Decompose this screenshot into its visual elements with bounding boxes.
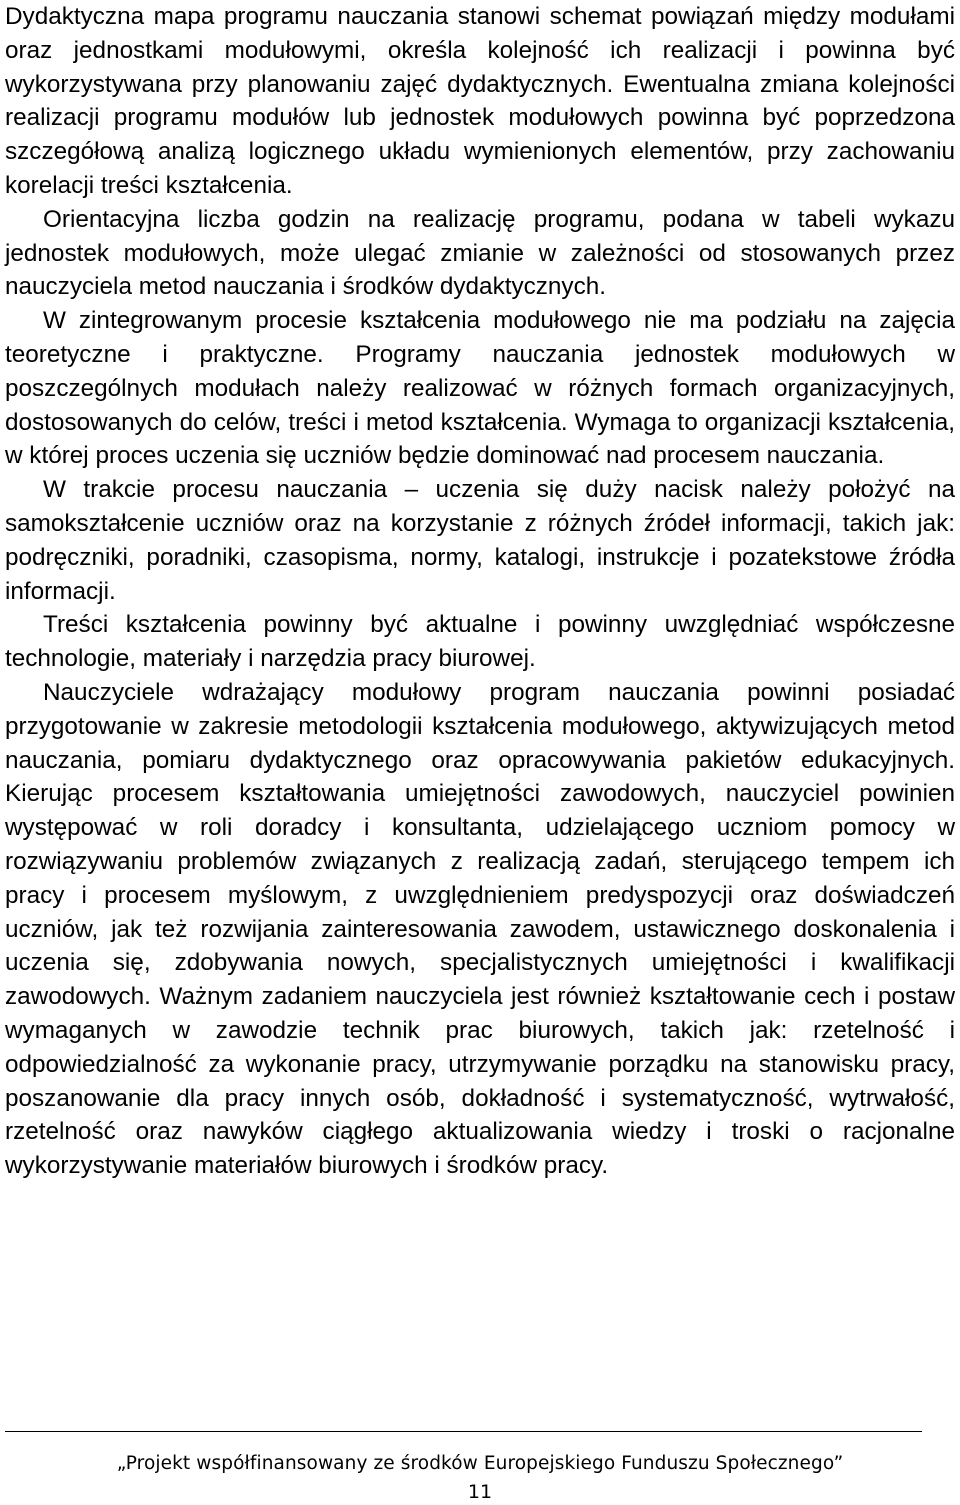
paragraph-mapa-programu: Dydaktyczna mapa programu nauczania stanowi schemat powiązań między modułami oraz jednostkami modułowymi, określa kolejność ich realizacji i powinna być wykorzystywana przy planowaniu zajęć dydaktycznych. Ewentualna zmiana kolejności realizacji programu modułów lub jednostek modułowych powinna być poprzedzona szczegółową analizą logicznego układu wymienionych elementów, przy zachowaniu korelacji treści kształcenia.	[5, 3, 955, 199]
paragraph-nauczyciele: Nauczyciele wdrażający modułowy program nauczania powinni posiadać przygotowanie w zakresie metodologii kształcenia modułowego, aktywizujących metod nauczania, pomiaru dydaktycznego oraz opracowywania pakietów edukacyjnych. Kierując procesem kształtowania umiejętności zawodowych, nauczyciel powinien występować w roli doradcy i konsultanta, udzielającego uczniom pomocy w rozwiązywaniu problemów związanych z realizacją zadań, sterującego tempem ich pracy i procesem myślowym, z uwzględnieniem predyspozycji oraz doświadczeń uczniów, jak też rozwijania zainteresowania zawodem, ustawicznego doskonalenia i uczenia się, zdobywania nowych, specjalistycznych umiejętności i kwalifikacji zawodowych. Ważnym zadaniem nauczyciela jest również kształtowanie cech i postaw wymaganych w zawodzie technik prac biurowych, takich jak: rzetelność i odpowiedzialność za wykonanie pracy, utrzymywanie porządku na stanowisku pracy, poszanowanie dla pracy innych osób, dokładność i systematyczność, wytrwałość, rzetelność oraz nawyków ciągłego aktualizowania wiedzy i troski o racjonalne wykorzystywanie materiałów biurowych i środków pracy.	[5, 678, 955, 1180]
paragraph-samoksztalcenie: W trakcie procesu nauczania – uczenia się duży nacisk należy położyć na samokształcenie uczniów oraz na korzystanie z różnych źródeł informacji, takich jak: podręczniki, poradniki, czasopisma, normy, katalogi, instrukcje i pozatekstowe źródła informacji.	[5, 476, 955, 605]
footer-project-note: „Projekt współfinansowany ze środków Europejskiego Funduszu Społecznego”	[116, 1453, 844, 1474]
document-body	[5, 0, 955, 1183]
paragraph-liczba-godzin: Orientacyjna liczba godzin na realizację programu, podana w tabeli wykazu jednostek modułowych, może ulegać zmianie w zależności od stosowanych przez nauczyciela metod nauczania i środków dydaktycznych.	[5, 205, 955, 301]
paragraph-proces-ksztalcenia: W zintegrowanym procesie kształcenia modułowego nie ma podziału na zajęcia teoretyczne i praktyczne. Programy nauczania jednostek modułowych w poszczególnych modułach należy realizować w różnych formach organizacyjnych, dostosowanych do celów, treści i metod kształcenia. Wymaga to organizacji kształcenia, w której proces uczenia się uczniów będzie dominować nad procesem nauczania.	[5, 307, 955, 470]
paragraph-tresci-ksztalcenia: Treści kształcenia powinny być aktualne i powinny uwzględniać współczesne technologie, materiały i narzędzia pracy biurowej.	[5, 611, 955, 673]
page-number: 11	[467, 1481, 493, 1503]
footer-divider	[5, 1431, 922, 1432]
